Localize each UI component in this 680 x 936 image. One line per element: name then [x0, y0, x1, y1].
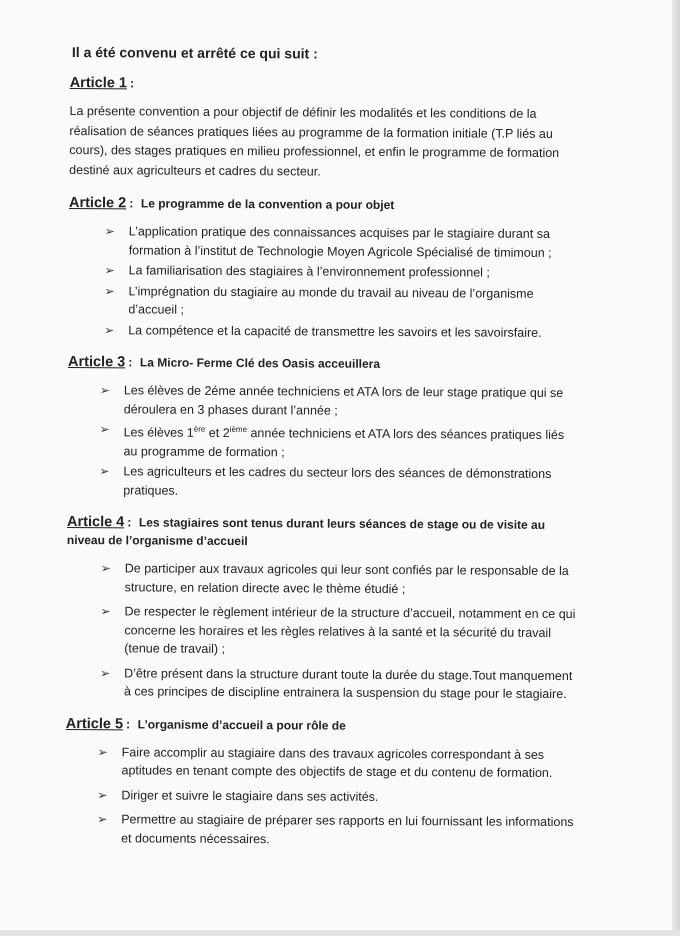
list-item: [104, 321, 578, 342]
list-item-text: L’application pratique des connaissances acquises par le stagiaire durant sa formation à l’institut de Technologie Moyen Agricole Spécialisé de timimoun ;: [128, 224, 552, 260]
text-segment: Les élèves 1: [123, 425, 194, 440]
list-item: [97, 743, 575, 783]
article-heading: [69, 194, 579, 215]
list-item: [100, 664, 576, 704]
arrow-bullet-icon: ➢: [104, 283, 115, 298]
arrow-bullet-icon: ➢: [97, 812, 108, 827]
article-colon: :: [126, 717, 131, 732]
arrow-bullet-icon: ➢: [104, 322, 115, 337]
list-item-text: Diriger et suivre le stagiaire dans ses activités.: [121, 787, 379, 804]
bullet-list: [65, 743, 576, 851]
arrow-bullet-icon: ➢: [100, 561, 111, 576]
page-edge-right: [672, 0, 680, 936]
article-title: Le programme de la convention a pour objet: [140, 196, 395, 212]
article-heading: [67, 513, 577, 552]
superscript: ère: [193, 424, 206, 434]
article-colon: :: [129, 196, 134, 211]
article-heading: [66, 715, 576, 736]
bullet-list: [66, 559, 577, 704]
article-4: [66, 513, 577, 704]
list-item-text: De participer aux travaux agricoles qui leur sont confiés par le responsable de la structure, en relation directe avec le thème étudié ;: [124, 561, 569, 596]
article-title: La Micro- Ferme Clé des Oasis acceuillera: [139, 355, 381, 371]
article-label: Article 1: [69, 74, 128, 92]
arrow-bullet-icon: ➢: [100, 665, 111, 680]
list-item: [101, 559, 577, 599]
article-colon: :: [129, 76, 135, 91]
text-segment: et 2: [205, 425, 230, 441]
list-item-text: De respecter le règlement intérieur de la structure d’accueil, notamment en ce qui concerne les horaires et les règles relatives à la santé et la sécurité du travail (tenue de travail) ;: [124, 604, 576, 657]
list-item-text: D’être présent dans la structure durant toute la durée du stage.Tout manquement à ces principes de discipline entrainera la suspension du stage pour le stagiaire.: [123, 665, 573, 702]
list-item-text: [123, 425, 564, 458]
list-item-text: La familiarisation des stagiaires à l’environnement professionnel ;: [128, 263, 490, 280]
article-2: [68, 194, 579, 342]
article-paragraph: La présente convention a pour objectif de définir les modalités et les conditions de la réalisation de séances pratiques liées au programme de la formation initiale (T.P liés au cours), des stages pratiques en milieu professionnel, et enfin le programme de formation destiné aux agriculteurs et cadres du secteur.: [69, 103, 560, 179]
arrow-bullet-icon: ➢: [104, 224, 115, 239]
list-item-text: L’imprégnation du stagiaire au monde du travail au niveau de l’organisme d’accueil ;: [128, 283, 534, 317]
list-item-text: La compétence et la capacité de transmettre les savoirs et les savoirsfaire.: [128, 322, 542, 340]
list-item: [100, 602, 576, 660]
list-item-text: Faire accomplir au stagiaire dans des travaux agricoles correspondant à ses aptitudes en tenant compte des objectifs de stage et du contenu de formation.: [121, 744, 553, 781]
arrow-bullet-icon: ➢: [99, 464, 110, 479]
list-item-text: Les agriculteurs et les cadres du secteur lors des séances de démonstrations pratiques.: [123, 464, 552, 498]
article-5: [65, 715, 576, 851]
list-item: [100, 381, 578, 421]
text-segment: année techniciens et ATA lors des séances pratiques liés au programme de formation ;: [123, 426, 565, 459]
article-3: [67, 353, 578, 502]
list-item: [99, 420, 577, 463]
article-heading: [68, 353, 578, 374]
arrow-bullet-icon: ➢: [97, 787, 108, 802]
bullet-list: [67, 381, 578, 502]
arrow-bullet-icon: ➢: [97, 744, 108, 759]
article-1: [69, 74, 580, 183]
arrow-bullet-icon: ➢: [99, 383, 110, 398]
article-label: Article 4: [67, 514, 125, 531]
list-item: [105, 261, 579, 282]
list-item-text: Les élèves de 2éme année techniciens et ATA lors de leur stage pratique qui se déroulera en 3 phases durant l’année ;: [123, 383, 564, 418]
arrow-bullet-icon: ➢: [104, 263, 115, 278]
document-body: [65, 40, 580, 864]
article-colon: :: [127, 515, 132, 530]
intro-heading: Il a été convenu et arrêté ce qui suit :: [71, 44, 318, 62]
superscript: ième: [229, 424, 248, 435]
bullet-list: [68, 222, 579, 342]
article-colon: :: [128, 355, 133, 370]
page-edge-bottom: [0, 930, 680, 936]
article-label: Article 2: [68, 194, 127, 212]
arrow-bullet-icon: ➢: [100, 604, 111, 619]
list-item: [99, 462, 577, 502]
list-item: [97, 786, 575, 807]
list-item: [97, 810, 575, 850]
article-label: Article 3: [67, 353, 126, 371]
article-title: Les stagiaires sont tenus durant leurs séances de stage ou de visite au niveau de l’organisme d’accueil: [66, 515, 546, 549]
list-item: [105, 222, 579, 262]
arrow-bullet-icon: ➢: [99, 422, 110, 437]
list-item-text: Permettre au stagiaire de préparer ses rapports en lui fournissant les informations et documents nécessaires.: [121, 812, 574, 846]
article-label: Article 5: [65, 715, 124, 732]
list-item: [104, 282, 578, 322]
article-title: L’organisme d’accueil a pour rôle de: [137, 717, 346, 733]
article-heading: [70, 74, 580, 95]
